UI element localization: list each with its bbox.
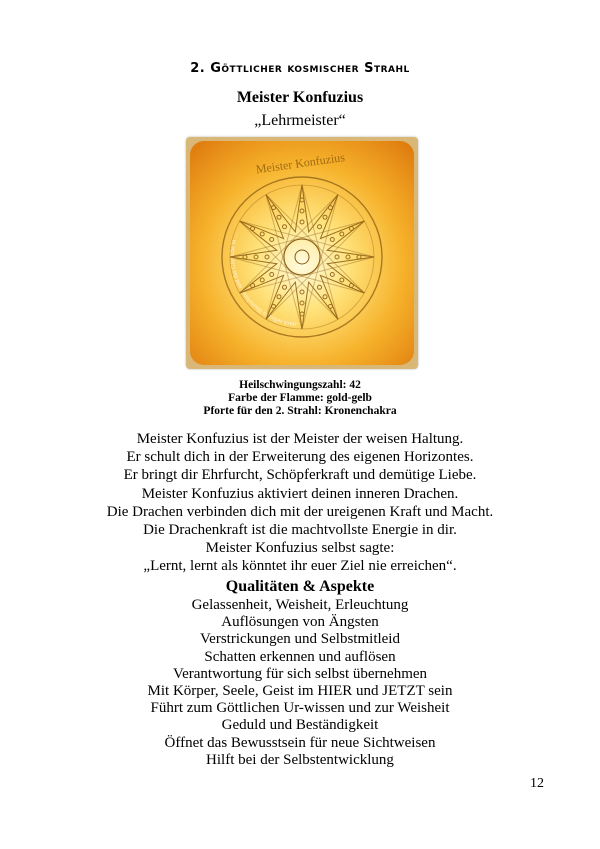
text-line: Er schult dich in der Erweiterung des eigenen Horizontes.	[126, 449, 474, 466]
fact-line: Pforte für den 2. Strahl: Kronenchakra	[203, 405, 397, 417]
master-card-image	[186, 137, 418, 369]
card-background	[190, 141, 414, 365]
text-line: Meister Konfuzius selbst sagte:	[205, 540, 395, 557]
quality-item: Verstrickungen und Selbstmitleid	[200, 631, 400, 648]
chapter-heading: 2. Göttlicher kosmischer Strahl	[190, 61, 410, 76]
facts-block	[0, 379, 600, 418]
text-line: Meister Konfuzius ist der Meister der weisen Haltung.	[136, 431, 464, 447]
quality-item: Schatten erkennen und auflösen	[204, 648, 396, 665]
quality-item: Öffnet das Bewusstsein für neue Sichtweisen	[164, 734, 436, 751]
qualities-heading: Qualitäten & Aspekte	[225, 578, 375, 595]
description-block	[0, 430, 600, 576]
text-line: Er bringt dir Ehrfurcht, Schöpferkraft und demütige Liebe.	[123, 467, 477, 484]
quality-item: Mit Körper, Seele, Geist im HIER und JETZT sein	[147, 683, 453, 700]
quality-item: Führt zum Göttlichen Ur-wissen und zur Weisheit	[150, 700, 450, 717]
star-mandala-illustration	[186, 137, 418, 369]
master-name: Meister Konfuzius	[236, 89, 364, 106]
text-line: Die Drachen verbinden dich mit der ureigenen Kraft und Macht.	[106, 503, 494, 520]
qualities-list	[0, 597, 600, 769]
quality-item: Gelassenheit, Weisheit, Erleuchtung	[191, 597, 409, 613]
quality-item: Auflösungen von Ängsten	[221, 614, 379, 631]
quality-item: Hilft bei der Selbstentwicklung	[206, 751, 394, 768]
fact-line: Heilschwingungszahl: 42	[239, 379, 361, 391]
quality-item: Geduld und Beständigkeit	[221, 717, 379, 734]
quality-item: Verantwortung für sich selbst übernehmen	[172, 665, 428, 682]
fact-line: Farbe der Flamme: gold-gelb	[228, 392, 372, 404]
quote-line: „Lernt, lernt als könntet ihr euer Ziel nie erreichen“.	[143, 558, 457, 575]
card-header-text: Meister Konfuzius	[254, 150, 346, 177]
master-title: „Lehrmeister“	[254, 112, 346, 129]
text-line: Meister Konfuzius aktiviert deinen inneren Drachen.	[141, 485, 459, 502]
page-number: 12	[530, 776, 544, 791]
circle-text: …mich selbst zu übernehmen und das Göttliche in …	[230, 231, 303, 328]
text-line: Die Drachenkraft ist die machtvollste Energie in dir.	[143, 522, 457, 539]
